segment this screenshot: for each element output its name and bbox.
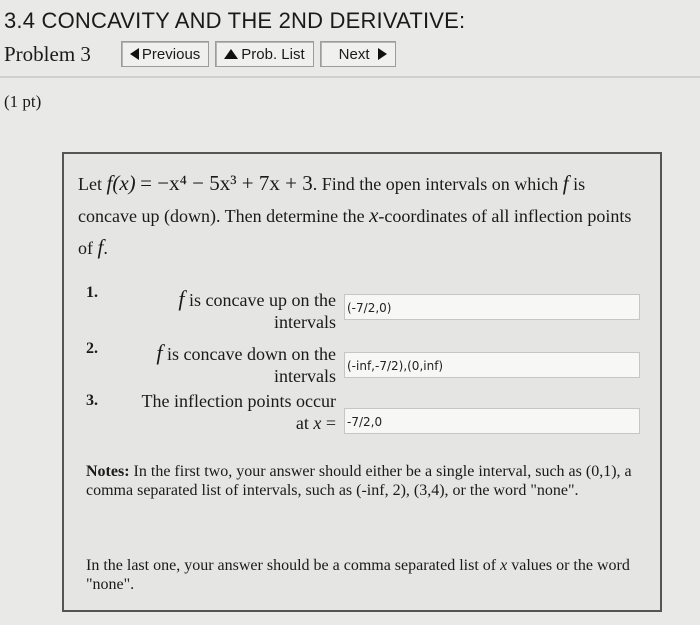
- question-text2: is concave up (down). Then determine the: [78, 174, 586, 226]
- header-divider: [0, 76, 700, 78]
- question-text1: . Find the open intervals on which: [312, 174, 563, 194]
- part-3-number: 3.: [86, 392, 98, 409]
- problem-card: [62, 152, 662, 612]
- question-f: f: [562, 171, 569, 195]
- part-3-label: [104, 390, 336, 434]
- next-button[interactable]: [320, 41, 396, 67]
- left-arrow-icon: [130, 48, 139, 60]
- previous-label: Previous: [141, 45, 201, 63]
- next-label: Next: [338, 45, 370, 63]
- part-1-label1: is concave up on the: [184, 290, 336, 310]
- part-1-answer-input[interactable]: (-7/2,0): [344, 294, 640, 320]
- part-1-number: 1.: [86, 284, 98, 301]
- previous-button[interactable]: [121, 41, 209, 67]
- notes-text2b: values or the word "none".: [86, 557, 630, 593]
- points-label: (1 pt): [4, 92, 42, 111]
- part-3-label3: =: [321, 413, 336, 433]
- prob-list-label: Prob. List: [241, 45, 305, 63]
- problem-label: Problem 3: [4, 41, 91, 66]
- prob-list-button[interactable]: [215, 41, 313, 67]
- notes-x: x: [500, 557, 508, 574]
- notes-paragraph-2: [86, 556, 646, 594]
- function-rhs: = −x⁴ − 5x³ + 7x + 3: [140, 171, 313, 195]
- right-arrow-icon: [378, 48, 387, 60]
- part-2-label1: is concave down on the: [162, 344, 336, 364]
- notes-paragraph-1: [86, 462, 646, 500]
- up-arrow-icon: [224, 49, 238, 59]
- part-2-f: f: [156, 340, 163, 365]
- notes-text: In the first two, your answer should either be a single interval, such as (0,1), a comma separated list of intervals, such as (-inf, 2), (3,4), or the word "none".: [86, 463, 632, 499]
- part-1-label: [104, 288, 336, 333]
- part-1-label2: intervals: [274, 312, 336, 332]
- part-2-label2: intervals: [274, 366, 336, 386]
- part-2-label: [104, 342, 336, 387]
- question-text: [78, 168, 648, 264]
- question-prefix: Let: [78, 174, 107, 194]
- part-3-x: x: [313, 413, 322, 433]
- notes-text2a: In the last one, your answer should be a comma separated list of: [86, 557, 501, 574]
- problem-nav-row: [4, 40, 402, 68]
- part-1-f: f: [178, 286, 185, 311]
- part-3-label1: The inflection points occur: [141, 391, 336, 411]
- question-text3: -coordinates of all inflection points of: [78, 206, 632, 258]
- question-end: .: [103, 238, 108, 258]
- section-title: 3.4 CONCAVITY AND THE 2ND DERIVATIVE:: [4, 8, 466, 33]
- part-2-answer-input[interactable]: (-inf,-7/2),(0,inf): [344, 352, 640, 378]
- part-2-number: 2.: [86, 340, 98, 357]
- part-3-answer-input[interactable]: -7/2,0: [344, 408, 640, 434]
- part-3-label2: at: [295, 413, 314, 433]
- notes-bold: Notes:: [86, 463, 130, 480]
- question-x: x: [369, 203, 379, 227]
- question-f-end: f: [97, 235, 104, 259]
- function-lhs: f(x): [106, 171, 136, 195]
